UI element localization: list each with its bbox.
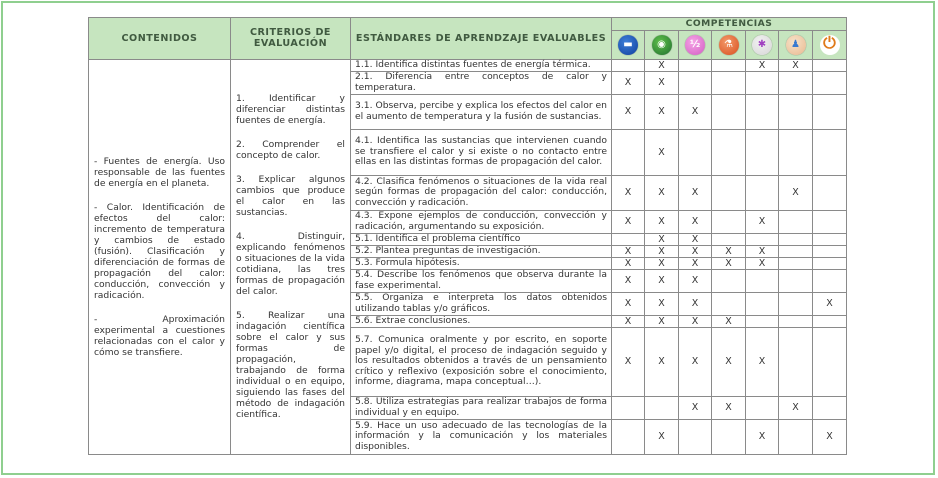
header-estandares: ESTÁNDARES DE APRENDZAJE EVALUABLES bbox=[351, 18, 612, 60]
competence-mark bbox=[813, 175, 847, 210]
competence-mark: X bbox=[645, 175, 679, 210]
competence-mark: X bbox=[712, 257, 746, 269]
competence-mark bbox=[746, 396, 779, 419]
competence-mark bbox=[779, 419, 813, 454]
competence-mark bbox=[679, 59, 712, 71]
competence-mark: X bbox=[779, 59, 813, 71]
competence-mark: X bbox=[612, 175, 645, 210]
competence-icon-cell bbox=[645, 30, 679, 59]
competence-mark bbox=[712, 233, 746, 245]
competence-mark: X bbox=[645, 94, 679, 129]
standard-text: 5.1. Identifica el problema científico bbox=[351, 233, 612, 245]
competence-mark: X bbox=[746, 327, 779, 396]
competence-mark bbox=[779, 257, 813, 269]
digital-icon: ✱ bbox=[752, 35, 772, 55]
competence-mark bbox=[779, 129, 813, 175]
competence-mark: X bbox=[679, 315, 712, 327]
competence-mark bbox=[779, 210, 813, 233]
competence-mark bbox=[813, 327, 847, 396]
criterio-item: 3. Explicar algunos cambios que produce el calor en las sustancias. bbox=[236, 174, 345, 218]
competence-mark bbox=[746, 315, 779, 327]
competence-mark bbox=[746, 292, 779, 315]
competence-mark: X bbox=[813, 419, 847, 454]
competence-mark bbox=[645, 396, 679, 419]
standard-text: 4.1. Identifica las sustancias que intervienen cuando se transfiere el calor y si existe o no contacto entre ellas en las distintas formas de propagación del calor. bbox=[351, 129, 612, 175]
competence-mark: X bbox=[612, 269, 645, 292]
competence-mark bbox=[712, 292, 746, 315]
competence-mark: X bbox=[679, 269, 712, 292]
competence-mark bbox=[779, 94, 813, 129]
standard-text: 5.3. Formula hipótesis. bbox=[351, 257, 612, 269]
competence-mark bbox=[746, 94, 779, 129]
standard-text: 5.7. Comunica oralmente y por escrito, en soporte papel y/o digital, el proceso de indagación seguido y los resultados obtenidos a través de un pensamiento crítico y reflexivo (exposición sobre el conocimiento, informe, diagrama, mapa conceptual…). bbox=[351, 327, 612, 396]
competence-mark: X bbox=[612, 245, 645, 257]
science-icon: ⚗ bbox=[719, 35, 739, 55]
competence-mark bbox=[712, 59, 746, 71]
competence-mark bbox=[712, 94, 746, 129]
standard-text: 5.2. Plantea preguntas de investigación. bbox=[351, 245, 612, 257]
people-icon: ♟ bbox=[786, 35, 806, 55]
competence-icon-cell bbox=[813, 30, 847, 59]
criterios-cell bbox=[231, 59, 351, 454]
competence-mark bbox=[712, 175, 746, 210]
competence-icon-cell bbox=[712, 30, 746, 59]
competence-mark bbox=[612, 396, 645, 419]
competence-mark: X bbox=[746, 419, 779, 454]
competence-icon-cell bbox=[779, 30, 813, 59]
competence-mark bbox=[712, 210, 746, 233]
competence-mark bbox=[712, 419, 746, 454]
competence-mark: X bbox=[612, 94, 645, 129]
competence-mark bbox=[779, 292, 813, 315]
competence-mark bbox=[679, 419, 712, 454]
competence-mark: X bbox=[746, 257, 779, 269]
competence-mark bbox=[779, 233, 813, 245]
criterio-item: 1. Identificar y diferenciar distintas fuentes de energía. bbox=[236, 93, 345, 126]
competence-mark bbox=[612, 59, 645, 71]
competence-mark bbox=[612, 419, 645, 454]
competence-mark: X bbox=[645, 315, 679, 327]
competence-mark bbox=[779, 327, 813, 396]
criterio-item: 2. Comprender el concepto de calor. bbox=[236, 139, 345, 161]
criterio-item: 5. Realizar una indagación científica sobre el calor y sus formas de propagación, trabajando de forma individual o en equipo, siguiendo las fases del método de indagación científica. bbox=[236, 310, 345, 420]
standard-text: 4.3. Expone ejemplos de conducción, convección y radicación, argumentando su exposición. bbox=[351, 210, 612, 233]
competence-mark bbox=[779, 71, 813, 94]
competence-mark: X bbox=[813, 292, 847, 315]
competence-mark: X bbox=[645, 419, 679, 454]
competence-mark: X bbox=[712, 315, 746, 327]
competence-mark: X bbox=[645, 233, 679, 245]
competence-mark bbox=[779, 245, 813, 257]
competence-mark bbox=[746, 175, 779, 210]
competence-mark bbox=[746, 233, 779, 245]
table-row bbox=[89, 59, 847, 71]
competence-mark bbox=[679, 71, 712, 94]
competence-mark bbox=[813, 210, 847, 233]
competence-mark bbox=[612, 129, 645, 175]
competence-mark: X bbox=[679, 327, 712, 396]
competence-mark: X bbox=[779, 175, 813, 210]
competence-mark bbox=[746, 269, 779, 292]
competence-icon-cell bbox=[746, 30, 779, 59]
competence-mark: X bbox=[645, 292, 679, 315]
competence-mark bbox=[746, 71, 779, 94]
contenido-item: - Fuentes de energía. Uso responsable de las fuentes de energía en el planeta. bbox=[94, 155, 225, 189]
competence-mark bbox=[813, 129, 847, 175]
competence-mark: X bbox=[746, 210, 779, 233]
competence-mark bbox=[813, 59, 847, 71]
competence-mark: X bbox=[645, 327, 679, 396]
competence-mark: X bbox=[645, 129, 679, 175]
standard-text: 1.1. Identifica distintas fuentes de energía térmica. bbox=[351, 59, 612, 71]
contenido-item: - Calor. Identificación de efectos del calor: incremento de temperatura y cambios de estado (fusión). Clasificación y diferenciación de formas de propagación del calor: conducción, convección y radicación. bbox=[94, 201, 225, 301]
power-icon: ⏻ bbox=[820, 35, 840, 55]
competence-mark bbox=[813, 94, 847, 129]
competence-mark: X bbox=[612, 210, 645, 233]
competence-mark: X bbox=[712, 327, 746, 396]
competence-mark: X bbox=[645, 59, 679, 71]
competence-mark bbox=[779, 315, 813, 327]
contenido-item: - Aproximación experimental a cuestiones relacionadas con el calor y cómo se transfiere. bbox=[94, 313, 225, 358]
competence-mark bbox=[813, 71, 847, 94]
standard-text: 2.1. Diferencia entre conceptos de calor y temperatura. bbox=[351, 71, 612, 94]
standard-text: 5.9. Hace un uso adecuado de las tecnologías de la información y la comunicación y los materiales disponibles. bbox=[351, 419, 612, 454]
competence-mark: X bbox=[679, 210, 712, 233]
competence-mark bbox=[746, 129, 779, 175]
competence-icon-cell bbox=[612, 30, 645, 59]
competence-mark: X bbox=[779, 396, 813, 419]
competence-mark: X bbox=[679, 245, 712, 257]
competence-mark bbox=[679, 129, 712, 175]
math-icon: ½ bbox=[685, 35, 705, 55]
competence-mark bbox=[813, 245, 847, 257]
competence-mark: X bbox=[612, 292, 645, 315]
competence-mark: X bbox=[746, 59, 779, 71]
header-competencias: COMPETENCIAS bbox=[612, 18, 847, 31]
header-criterios: CRITERIOS DE EVALUACIÓN bbox=[231, 18, 351, 60]
competence-mark bbox=[712, 269, 746, 292]
competence-mark: X bbox=[679, 396, 712, 419]
standard-text: 5.4. Describe los fenómenos que observa durante la fase experimental. bbox=[351, 269, 612, 292]
competence-mark bbox=[813, 315, 847, 327]
standard-text: 5.8. Utiliza estrategias para realizar trabajos de forma individual y en equipo. bbox=[351, 396, 612, 419]
competence-mark: X bbox=[679, 233, 712, 245]
competence-mark: X bbox=[612, 327, 645, 396]
competence-mark bbox=[779, 269, 813, 292]
competence-mark: X bbox=[645, 245, 679, 257]
competence-mark bbox=[813, 396, 847, 419]
competence-mark bbox=[813, 269, 847, 292]
competence-mark: X bbox=[612, 257, 645, 269]
competence-mark: X bbox=[679, 292, 712, 315]
competence-mark: X bbox=[645, 269, 679, 292]
competence-mark: X bbox=[712, 245, 746, 257]
standard-text: 3.1. Observa, percibe y explica los efectos del calor en el aumento de temperatura y la fusión de sustancias. bbox=[351, 94, 612, 129]
competence-mark: X bbox=[746, 245, 779, 257]
criterio-item: 4. Distinguir, explicando fenómenos o situaciones de la vida cotidiana, las tres formas de propagación del calor. bbox=[236, 231, 345, 297]
competence-mark: X bbox=[612, 71, 645, 94]
competence-mark: X bbox=[612, 315, 645, 327]
competence-mark: X bbox=[645, 210, 679, 233]
competence-mark: X bbox=[679, 257, 712, 269]
competence-mark: X bbox=[679, 175, 712, 210]
competence-mark bbox=[712, 71, 746, 94]
competence-mark: X bbox=[679, 94, 712, 129]
globe-icon: ◉ bbox=[652, 35, 672, 55]
competence-mark bbox=[712, 129, 746, 175]
competence-mark: X bbox=[645, 257, 679, 269]
competence-mark bbox=[612, 233, 645, 245]
curriculum-table bbox=[88, 17, 847, 455]
book-icon: ▬ bbox=[618, 35, 638, 55]
competence-mark: X bbox=[712, 396, 746, 419]
competence-mark bbox=[813, 233, 847, 245]
competence-icon-cell bbox=[679, 30, 712, 59]
standard-text: 5.5. Organiza e interpreta los datos obtenidos utilizando tablas y/o gráficos. bbox=[351, 292, 612, 315]
standard-text: 4.2. Clasifica fenómenos o situaciones de la vida real según formas de propagación del calor: conducción, convección y radicación. bbox=[351, 175, 612, 210]
standard-text: 5.6. Extrae conclusiones. bbox=[351, 315, 612, 327]
header-contenidos: CONTENIDOS bbox=[89, 18, 231, 60]
competence-mark bbox=[813, 257, 847, 269]
competence-mark: X bbox=[645, 71, 679, 94]
contenidos-cell bbox=[89, 59, 231, 454]
